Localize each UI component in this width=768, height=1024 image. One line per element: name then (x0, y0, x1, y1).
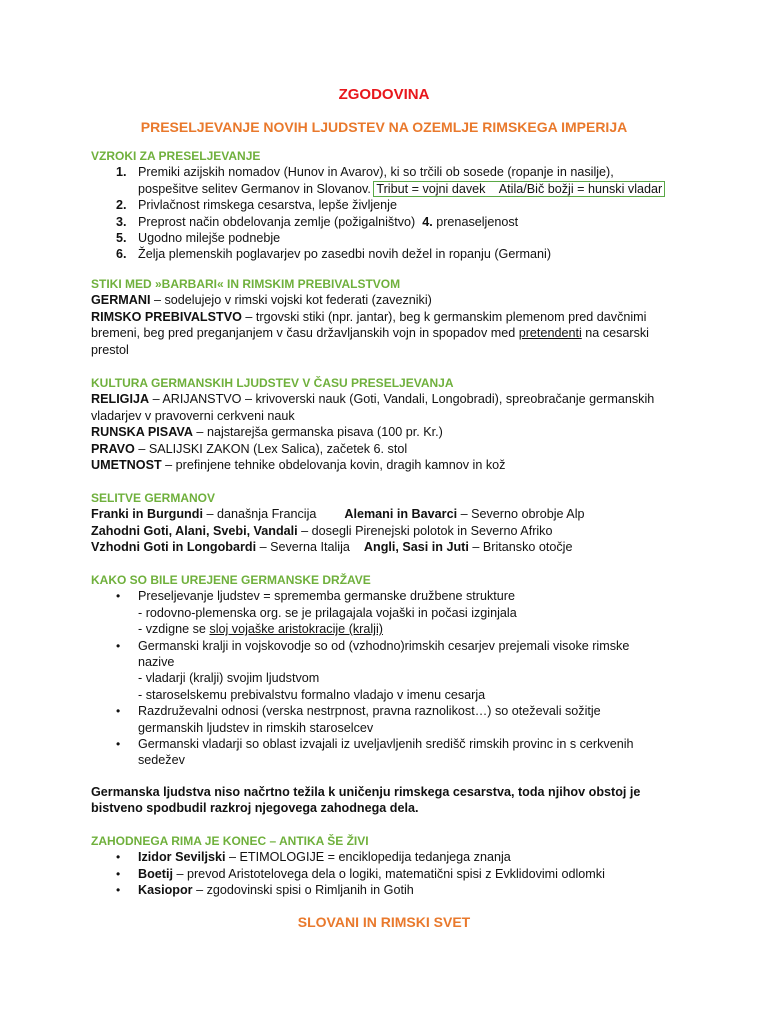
boxed-note: Tribut = vojni davek Atila/Bič božji = hunski vladar (376, 181, 663, 196)
bullet-icon: • (116, 638, 121, 653)
section-title-migration: PRESELJEVANJE NOVIH LJUDSTEV NA OZEMLJE RIMSKEGA IMPERIJA (140, 119, 628, 135)
list-item: • Preseljevanje ljudstev = sprememba germanske družbene strukture - rodovno-plemenska org. se je prilagajala vojaški in počasi izginjala - vzdigne se sloj vojaške aristokracije (kralji) (116, 589, 517, 637)
list-item: 1. Premiki azijskih nomadov (Hunov in Avarov), ki so trčili ob sosede (ropanje in nasilje), pospešitve selitev Germanov in Slovanov. Tribut = vojni davek Atila/Bič božji = hunski vladar (116, 165, 663, 196)
bullet-icon: • (116, 850, 121, 865)
list-item: 6. Želja plemenskih poglavarjev po zasedbi novih dežel in ropanju (Germani) (116, 247, 552, 262)
list-item: 3. Preprost način obdelovanja zemlje (požigalništvo) 4. prenaseljenost (116, 214, 519, 229)
list-item: • Germanski kralji in vojskovodje so od (vzhodno)rimskih cesarjev prejemali visoke rimske nazive - vladarji (kralji) svojim ljudstvom - staroselskemu prebivalstvu formalno vladajo v imenu cesarja (116, 638, 630, 702)
list-item: • Germanski vladarji so oblast izvajali iz uveljavljenih središč rimskih provinc in s cerkvenih sedežev (116, 737, 634, 768)
summary-paragraph: Germanska ljudstva niso načrtno težila k uničenju rimskega cesarstva, toda njihov obstoj je bistveno spodbudil razkroj njegovega zahodnega dela. (91, 785, 641, 816)
list-item: 2. Privlačnost rimskega cesarstva, lepše življenje (116, 198, 397, 213)
section-culture: KULTURA GERMANSKIH LJUDSTEV V ČASU PRESELJEVANJA RELIGIJA – ARIJANSTVO – krivoverski nauk (Goti, Vandali, Longobradi), spreobračanje germanskih vladarjev v pravoverni cerkveni nauk RUNSKA PISAVA – najstarejša germanska pisava (100 pr. Kr.) PRAVO – SALIJSKI ZAKON (Lex Salica), začetek 6. stol UMETNOST – prefinjene tehnike obdelovanja kovin, dragih kamnov in kož (91, 375, 691, 473)
bullet-icon: • (116, 883, 121, 898)
heading-causes: VZROKI ZA PRESELJEVANJE (91, 149, 261, 163)
causes-list (91, 164, 691, 262)
bullet-icon: • (116, 704, 121, 719)
bullet-icon: • (116, 866, 121, 881)
section-title-slavs: SLOVANI IN RIMSKI SVET (297, 914, 471, 930)
underlined-term: pretendenti (518, 326, 582, 341)
section-contacts: STIKI MED »BARBARI« IN RIMSKIM PREBIVALSTVOM GERMANI – sodelujejo v rimski vojski kot federati (zavezniki) RIMSKO PREBIVALSTVO – trgovski stiki (npr. jantar), beg k germanskim plemenom pred davčnimi bremeni, beg pred preganjanjem v času državljanskih vojn in spopadov med pretendenti na cesarski prestol (91, 276, 691, 358)
heading-contacts: STIKI MED »BARBARI« IN RIMSKIM PREBIVALSTVOM (91, 277, 401, 291)
heading-antiquity: ZAHODNEGA RIMA JE KONEC – ANTIKA ŠE ŽIVI (91, 834, 369, 848)
bullet-icon: • (116, 737, 121, 752)
list-item: • Boetij – prevod Aristotelovega dela o logiki, matematični spisi z Evklidovimi odlomki (116, 866, 605, 881)
page-title: ZGODOVINA (338, 86, 430, 103)
states-list (91, 588, 691, 768)
section-migrations: SELITVE GERMANOV Franki in Burgundi – današnja Francija Alemani in Bavarci – Severno obrobje Alp Zahodni Goti, Alani, Svebi, Vandali – dosegli Pirenejski polotok in Severno Afriko Vzhodni Goti in Longobardi – Severna Italija Angli, Sasi in Juti – Britansko otočje (91, 490, 691, 556)
underlined-term: sloj vojaške aristokracije (kralji) (209, 622, 383, 637)
section-causes (91, 148, 691, 263)
list-item: • Kasiopor – zgodovinski spisi o Rimljanih in Gotih (116, 883, 414, 898)
section-antiquity (91, 833, 691, 899)
list-item: 5. Ugodno milejše podnebje (116, 231, 281, 246)
antiquity-list (91, 849, 691, 898)
heading-culture: KULTURA GERMANSKIH LJUDSTEV V ČASU PRESELJEVANJA (91, 376, 454, 390)
heading-states: KAKO SO BILE UREJENE GERMANSKE DRŽAVE (91, 573, 371, 587)
list-item: • Izidor Seviljski – ETIMOLOGIJE = enciklopedija tedanjega znanja (116, 850, 511, 865)
section-states (91, 572, 691, 769)
heading-migrations: SELITVE GERMANOV (91, 491, 216, 505)
bullet-icon: • (116, 589, 121, 604)
list-item: • Razdruževalni odnosi (verska nestrpnost, pravna raznolikost…) so oteževali sožitje germanskih ljudstev in rimskih staroselcev (116, 704, 601, 735)
